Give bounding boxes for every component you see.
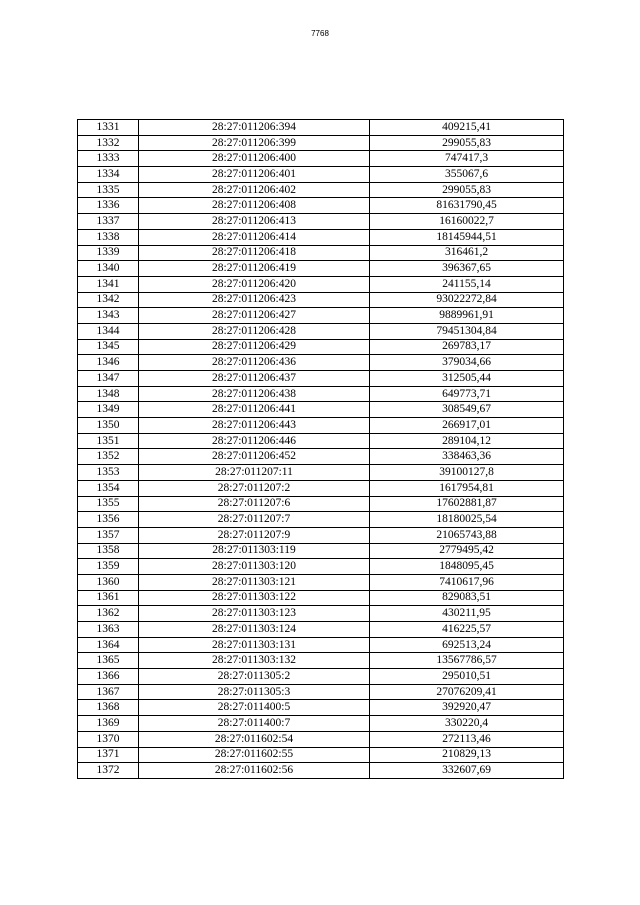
value-cell: 299055,83	[370, 135, 564, 151]
row-number-cell: 1364	[78, 637, 139, 653]
table-row	[78, 669, 564, 685]
table-row	[78, 151, 564, 167]
table-row	[78, 276, 564, 292]
row-number-cell: 1334	[78, 167, 139, 183]
table-row	[78, 747, 564, 763]
table-row	[78, 339, 564, 355]
cadastral-value-table	[77, 119, 564, 779]
table-row	[78, 512, 564, 528]
cadastral-number-cell: 28:27:011602:55	[139, 747, 370, 763]
row-number-cell: 1360	[78, 574, 139, 590]
cadastral-number-cell: 28:27:011206:400	[139, 151, 370, 167]
row-number-cell: 1341	[78, 276, 139, 292]
value-cell: 17602881,87	[370, 496, 564, 512]
table-row	[78, 229, 564, 245]
cadastral-number-cell: 28:27:011303:122	[139, 590, 370, 606]
table-row	[78, 543, 564, 559]
cadastral-number-cell: 28:27:011206:420	[139, 276, 370, 292]
table-row	[78, 496, 564, 512]
row-number-cell: 1372	[78, 763, 139, 779]
value-cell: 9889961,91	[370, 308, 564, 324]
value-cell: 416225,57	[370, 622, 564, 638]
row-number-cell: 1331	[78, 120, 139, 136]
row-number-cell: 1342	[78, 292, 139, 308]
value-cell: 299055,83	[370, 182, 564, 198]
page-number: 7768	[311, 29, 329, 38]
table-row	[78, 355, 564, 371]
value-cell: 396367,65	[370, 261, 564, 277]
cadastral-number-cell: 28:27:011602:56	[139, 763, 370, 779]
table-row	[78, 135, 564, 151]
cadastral-number-cell: 28:27:011206:401	[139, 167, 370, 183]
row-number-cell: 1353	[78, 465, 139, 481]
cadastral-number-cell: 28:27:011206:427	[139, 308, 370, 324]
cadastral-number-cell: 28:27:011207:2	[139, 480, 370, 496]
table-row	[78, 402, 564, 418]
value-cell: 338463,36	[370, 449, 564, 465]
row-number-cell: 1337	[78, 214, 139, 230]
value-cell: 79451304,84	[370, 323, 564, 339]
cadastral-number-cell: 28:27:011206:437	[139, 371, 370, 387]
row-number-cell: 1336	[78, 198, 139, 214]
row-number-cell: 1371	[78, 747, 139, 763]
value-cell: 330220,4	[370, 716, 564, 732]
value-cell: 316461,2	[370, 245, 564, 261]
row-number-cell: 1343	[78, 308, 139, 324]
row-number-cell: 1354	[78, 480, 139, 496]
cadastral-number-cell: 28:27:011206:423	[139, 292, 370, 308]
table-row	[78, 261, 564, 277]
table-row	[78, 480, 564, 496]
value-cell: 295010,51	[370, 669, 564, 685]
row-number-cell: 1344	[78, 323, 139, 339]
row-number-cell: 1370	[78, 731, 139, 747]
row-number-cell: 1363	[78, 622, 139, 638]
value-cell: 81631790,45	[370, 198, 564, 214]
cadastral-number-cell: 28:27:011206:413	[139, 214, 370, 230]
table-row	[78, 214, 564, 230]
row-number-cell: 1366	[78, 669, 139, 685]
value-cell: 16160022,7	[370, 214, 564, 230]
table-body	[78, 120, 564, 779]
value-cell: 430211,95	[370, 606, 564, 622]
value-cell: 747417,3	[370, 151, 564, 167]
table-row	[78, 245, 564, 261]
value-cell: 1617954,81	[370, 480, 564, 496]
value-cell: 649773,71	[370, 386, 564, 402]
cadastral-number-cell: 28:27:011303:120	[139, 559, 370, 575]
cadastral-number-cell: 28:27:011305:3	[139, 684, 370, 700]
value-cell: 266917,01	[370, 418, 564, 434]
cadastral-number-cell: 28:27:011206:436	[139, 355, 370, 371]
value-cell: 308549,67	[370, 402, 564, 418]
table-row	[78, 590, 564, 606]
row-number-cell: 1361	[78, 590, 139, 606]
value-cell: 18145944,51	[370, 229, 564, 245]
cadastral-number-cell: 28:27:011303:119	[139, 543, 370, 559]
cadastral-number-cell: 28:27:011400:5	[139, 700, 370, 716]
value-cell: 13567786,57	[370, 653, 564, 669]
table-row	[78, 120, 564, 136]
cadastral-number-cell: 28:27:011303:131	[139, 637, 370, 653]
row-number-cell: 1362	[78, 606, 139, 622]
value-cell: 269783,17	[370, 339, 564, 355]
cadastral-number-cell: 28:27:011206:452	[139, 449, 370, 465]
cadastral-number-cell: 28:27:011305:2	[139, 669, 370, 685]
value-cell: 1848095,45	[370, 559, 564, 575]
table-row	[78, 182, 564, 198]
table-row	[78, 418, 564, 434]
value-cell: 409215,41	[370, 120, 564, 136]
table-row	[78, 731, 564, 747]
value-cell: 289104,12	[370, 433, 564, 449]
value-cell: 27076209,41	[370, 684, 564, 700]
row-number-cell: 1345	[78, 339, 139, 355]
cadastral-number-cell: 28:27:011400:7	[139, 716, 370, 732]
row-number-cell: 1359	[78, 559, 139, 575]
row-number-cell: 1340	[78, 261, 139, 277]
row-number-cell: 1351	[78, 433, 139, 449]
cadastral-number-cell: 28:27:011206:394	[139, 120, 370, 136]
row-number-cell: 1349	[78, 402, 139, 418]
value-cell: 93022272,84	[370, 292, 564, 308]
cadastral-number-cell: 28:27:011206:418	[139, 245, 370, 261]
table-row	[78, 198, 564, 214]
table-row	[78, 527, 564, 543]
cadastral-number-cell: 28:27:011207:7	[139, 512, 370, 528]
row-number-cell: 1335	[78, 182, 139, 198]
row-number-cell: 1369	[78, 716, 139, 732]
table-row	[78, 308, 564, 324]
cadastral-number-cell: 28:27:011303:132	[139, 653, 370, 669]
table-row	[78, 386, 564, 402]
cadastral-number-cell: 28:27:011207:6	[139, 496, 370, 512]
cadastral-number-cell: 28:27:011206:428	[139, 323, 370, 339]
table-row	[78, 323, 564, 339]
value-cell: 312505,44	[370, 371, 564, 387]
row-number-cell: 1368	[78, 700, 139, 716]
table-row	[78, 700, 564, 716]
value-cell: 355067,6	[370, 167, 564, 183]
row-number-cell: 1348	[78, 386, 139, 402]
row-number-cell: 1346	[78, 355, 139, 371]
value-cell: 7410617,96	[370, 574, 564, 590]
table-row	[78, 606, 564, 622]
table-row	[78, 716, 564, 732]
row-number-cell: 1350	[78, 418, 139, 434]
row-number-cell: 1352	[78, 449, 139, 465]
cadastral-number-cell: 28:27:011206:402	[139, 182, 370, 198]
table-row	[78, 449, 564, 465]
value-cell: 379034,66	[370, 355, 564, 371]
table-row	[78, 622, 564, 638]
value-cell: 692513,24	[370, 637, 564, 653]
cadastral-number-cell: 28:27:011206:414	[139, 229, 370, 245]
cadastral-number-cell: 28:27:011602:54	[139, 731, 370, 747]
value-cell: 392920,47	[370, 700, 564, 716]
value-cell: 39100127,8	[370, 465, 564, 481]
cadastral-number-cell: 28:27:011206:443	[139, 418, 370, 434]
row-number-cell: 1338	[78, 229, 139, 245]
cadastral-number-cell: 28:27:011206:399	[139, 135, 370, 151]
table-row	[78, 559, 564, 575]
value-cell: 829083,51	[370, 590, 564, 606]
row-number-cell: 1358	[78, 543, 139, 559]
table-row	[78, 371, 564, 387]
table-row	[78, 653, 564, 669]
value-cell: 332607,69	[370, 763, 564, 779]
row-number-cell: 1332	[78, 135, 139, 151]
table-row	[78, 167, 564, 183]
cadastral-number-cell: 28:27:011206:438	[139, 386, 370, 402]
cadastral-number-cell: 28:27:011206:441	[139, 402, 370, 418]
row-number-cell: 1355	[78, 496, 139, 512]
cadastral-number-cell: 28:27:011206:429	[139, 339, 370, 355]
row-number-cell: 1333	[78, 151, 139, 167]
value-cell: 241155,14	[370, 276, 564, 292]
table-row	[78, 292, 564, 308]
table-row	[78, 465, 564, 481]
table-row	[78, 763, 564, 779]
value-cell: 2779495,42	[370, 543, 564, 559]
row-number-cell: 1347	[78, 371, 139, 387]
row-number-cell: 1339	[78, 245, 139, 261]
table-row	[78, 684, 564, 700]
cadastral-number-cell: 28:27:011303:123	[139, 606, 370, 622]
row-number-cell: 1356	[78, 512, 139, 528]
row-number-cell: 1357	[78, 527, 139, 543]
cadastral-number-cell: 28:27:011207:11	[139, 465, 370, 481]
cadastral-number-cell: 28:27:011206:419	[139, 261, 370, 277]
cadastral-number-cell: 28:27:011303:121	[139, 574, 370, 590]
value-cell: 18180025,54	[370, 512, 564, 528]
value-cell: 210829,13	[370, 747, 564, 763]
row-number-cell: 1365	[78, 653, 139, 669]
cadastral-number-cell: 28:27:011206:446	[139, 433, 370, 449]
table-row	[78, 574, 564, 590]
value-cell: 21065743,88	[370, 527, 564, 543]
table-row	[78, 433, 564, 449]
row-number-cell: 1367	[78, 684, 139, 700]
value-cell: 272113,46	[370, 731, 564, 747]
table-row	[78, 637, 564, 653]
cadastral-number-cell: 28:27:011206:408	[139, 198, 370, 214]
cadastral-number-cell: 28:27:011207:9	[139, 527, 370, 543]
cadastral-number-cell: 28:27:011303:124	[139, 622, 370, 638]
